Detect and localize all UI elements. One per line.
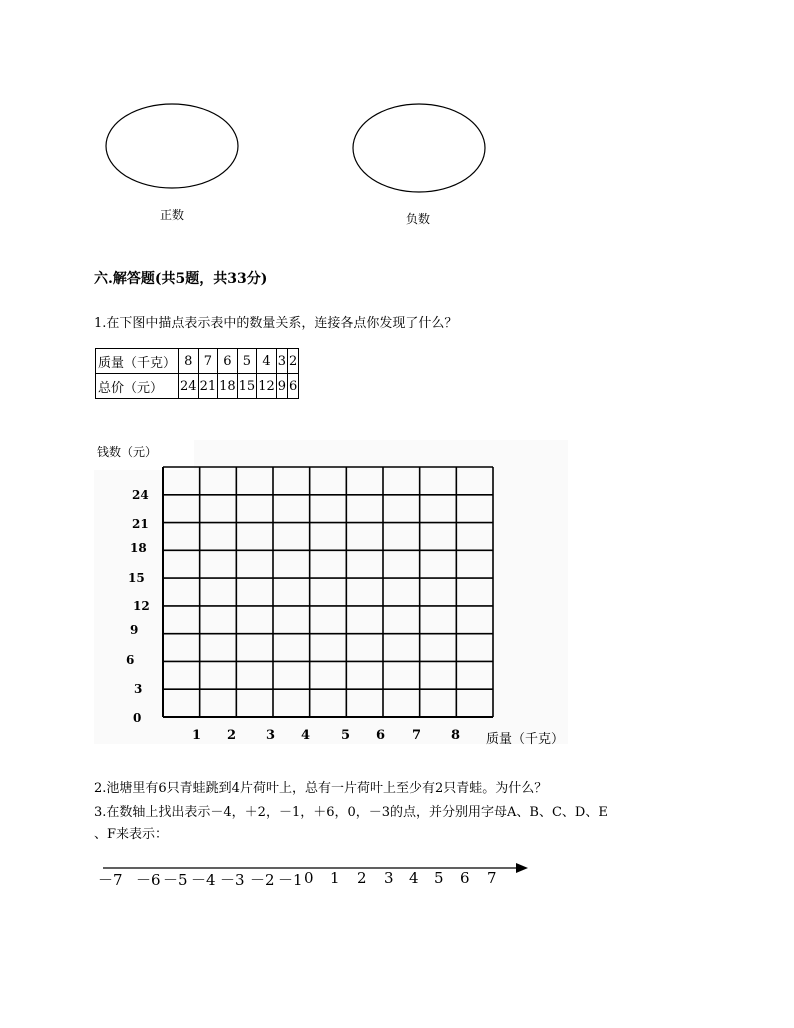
table-cell: 7 bbox=[198, 349, 218, 374]
number-line-label: 6 bbox=[460, 869, 470, 887]
table-cell: 21 bbox=[198, 374, 218, 399]
question-3-text-line2: 、F来表示： bbox=[94, 827, 169, 842]
x-tick-label: 7 bbox=[412, 728, 422, 743]
table-cell: 2 bbox=[288, 349, 299, 374]
x-tick-label: 3 bbox=[266, 728, 276, 743]
section-title: 六.解答题(共5题，共33分) bbox=[94, 271, 268, 287]
x-tick-label: 4 bbox=[301, 728, 311, 743]
table-cell: 24 bbox=[179, 374, 199, 399]
grid-ylabel: 钱数（元） bbox=[97, 445, 158, 459]
number-line-label: 2 bbox=[357, 869, 367, 887]
table-cell: 12 bbox=[257, 374, 277, 399]
y-tick-label: 0 bbox=[133, 711, 142, 725]
number-line-label: 4 bbox=[409, 869, 419, 887]
number-line-label: －2 bbox=[250, 871, 275, 889]
number-line-label: －4 bbox=[191, 871, 216, 889]
table-cell: 9 bbox=[276, 374, 287, 399]
number-line-label: －5 bbox=[163, 871, 188, 889]
table-cell: 6 bbox=[218, 349, 238, 374]
y-tick-label: 6 bbox=[126, 653, 135, 667]
question-2-text: 2.池塘里有6只青蛙跳到4片荷叶上，总有一片荷叶上至少有2只青蛙。为什么？ bbox=[94, 781, 548, 796]
number-line-label: －3 bbox=[220, 871, 245, 889]
table-cell: 3 bbox=[276, 349, 287, 374]
number-line-label: 5 bbox=[434, 869, 444, 887]
number-line-label: 3 bbox=[384, 869, 394, 887]
number-line-label: 0 bbox=[304, 869, 314, 887]
table-cell: 5 bbox=[237, 349, 257, 374]
positive-label: 正数 bbox=[160, 208, 185, 222]
table-header-cell: 质量（千克） bbox=[96, 349, 179, 374]
table-cell: 8 bbox=[179, 349, 199, 374]
y-tick-label: 21 bbox=[132, 517, 149, 531]
number-line-label: －6 bbox=[136, 871, 161, 889]
grid-xlabel: 质量（千克） bbox=[486, 732, 565, 747]
table-header-cell: 总价（元） bbox=[96, 374, 179, 399]
x-tick-label: 6 bbox=[376, 728, 386, 743]
number-line-arrow bbox=[516, 863, 528, 873]
x-tick-label: 5 bbox=[341, 728, 351, 743]
table-cell: 4 bbox=[257, 349, 277, 374]
negative-label: 负数 bbox=[406, 212, 431, 226]
y-tick-label: 18 bbox=[130, 541, 147, 555]
y-tick-label: 15 bbox=[128, 571, 145, 585]
table-cell: 18 bbox=[218, 374, 238, 399]
number-line-label: －7 bbox=[98, 871, 123, 889]
number-line-label: 1 bbox=[330, 869, 340, 887]
y-tick-label: 12 bbox=[133, 599, 150, 613]
y-tick-label: 24 bbox=[132, 488, 149, 502]
number-line-label: －1 bbox=[278, 871, 303, 889]
table-cell: 6 bbox=[288, 374, 299, 399]
table-cell: 15 bbox=[237, 374, 257, 399]
x-tick-label: 1 bbox=[192, 728, 202, 743]
x-tick-label: 2 bbox=[227, 728, 237, 743]
y-tick-label: 3 bbox=[134, 682, 143, 696]
question-1-text: 1.在下图中描点表示表中的数量关系，连接各点你发现了什么？ bbox=[94, 316, 458, 331]
number-line-label: 7 bbox=[487, 869, 497, 887]
x-tick-label: 8 bbox=[451, 728, 461, 743]
question-3-text-line1: 3.在数轴上找出表示－4，＋2，－1，＋6，0，－3的点，并分别用字母A、B、C、D、E bbox=[94, 805, 608, 820]
y-tick-label: 9 bbox=[130, 623, 139, 637]
